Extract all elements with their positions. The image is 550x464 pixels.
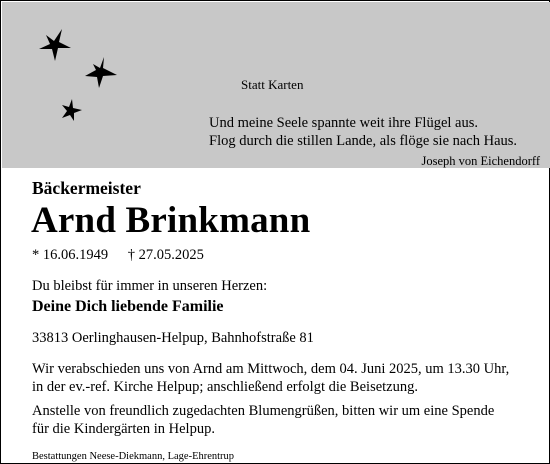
- poem-line: Flog durch die stillen Lande, als flöge sie nach Haus.: [209, 133, 518, 149]
- poem: [209, 114, 517, 150]
- address: 33813 Oerlinghausen-Helpup, Bahnhofstraße 81: [32, 330, 314, 346]
- life-dates: [32, 246, 537, 264]
- statt-karten-label: Statt Karten: [241, 77, 304, 92]
- poem-author: Joseph von Eichendorff: [421, 154, 540, 168]
- funeral-home: Bestattungen Neese-Diekmann, Lage-Ehrentrup: [32, 451, 235, 462]
- obituary-body: [32, 177, 537, 463]
- family-signature: Deine Dich liebende Familie: [32, 298, 224, 315]
- poem-line: Und meine Seele spannte weit ihre Flügel aus.: [209, 115, 478, 131]
- star-icon: [62, 99, 82, 121]
- header-band: [2, 2, 550, 168]
- birth-date: * 16.06.1949: [32, 247, 109, 263]
- deceased-name: Arnd Brinkmann: [31, 200, 311, 241]
- donation-notice: [32, 402, 537, 438]
- stars-decoration: [2, 2, 142, 168]
- donation-line: Anstelle von freundlich zugedachten Blumengrüßen, bitten wir um eine Spende: [32, 403, 495, 419]
- star-icon: [39, 29, 71, 61]
- dedication-text: Du bleibst für immer in unseren Herzen:: [32, 278, 268, 294]
- death-date: † 27.05.2025: [127, 247, 204, 263]
- profession: Bäckermeister: [32, 178, 141, 198]
- star-icon: [85, 57, 117, 88]
- farewell-line: Wir verabschieden uns von Arnd am Mittwoch, dem 04. Juni 2025, um 13.30 Uhr,: [32, 361, 510, 377]
- donation-line: für die Kindergärten in Helpup.: [32, 421, 215, 437]
- farewell-line: in der ev.-ref. Kirche Helpup; anschließend erfolgt die Beisetzung.: [32, 379, 418, 395]
- farewell-notice: [32, 360, 537, 396]
